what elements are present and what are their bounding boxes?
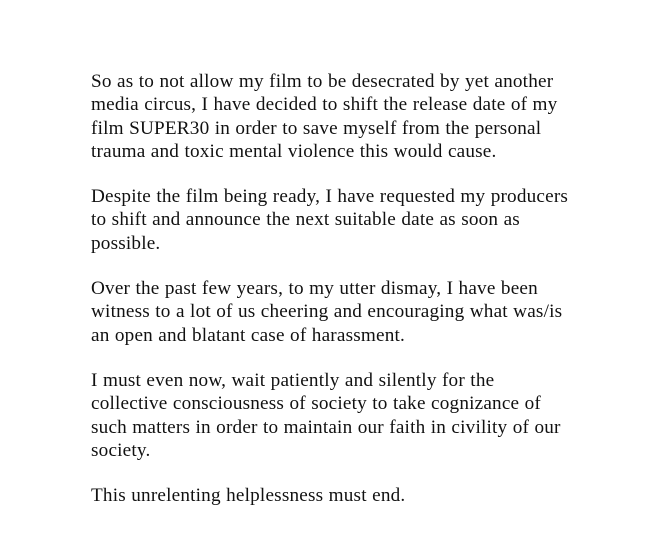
statement-paragraph-5: This unrelenting helplessness must end. (91, 485, 406, 507)
statement-paragraph-2: Despite the film being ready, I have requested my producers to shift and announce the next suitable date as soon as possible. (91, 186, 569, 254)
statement-paragraph-1: So as to not allow my film to be desecrated by yet another media circus, I have decided to shift the release date of my film SUPER30 in order to save myself from the personal trauma and toxic mental violence this would cause. (91, 71, 558, 162)
statement-paragraph-3: Over the past few years, to my utter dismay, I have been witness to a lot of us cheering and encouraging what was/is an open and blatant case of harassment. (91, 278, 563, 346)
statement-paragraph-4: I must even now, wait patiently and silently for the collective consciousness of society to take cognizance of such matters in order to maintain our faith in civility of our society. (91, 369, 561, 461)
statement-text-block (91, 70, 571, 507)
